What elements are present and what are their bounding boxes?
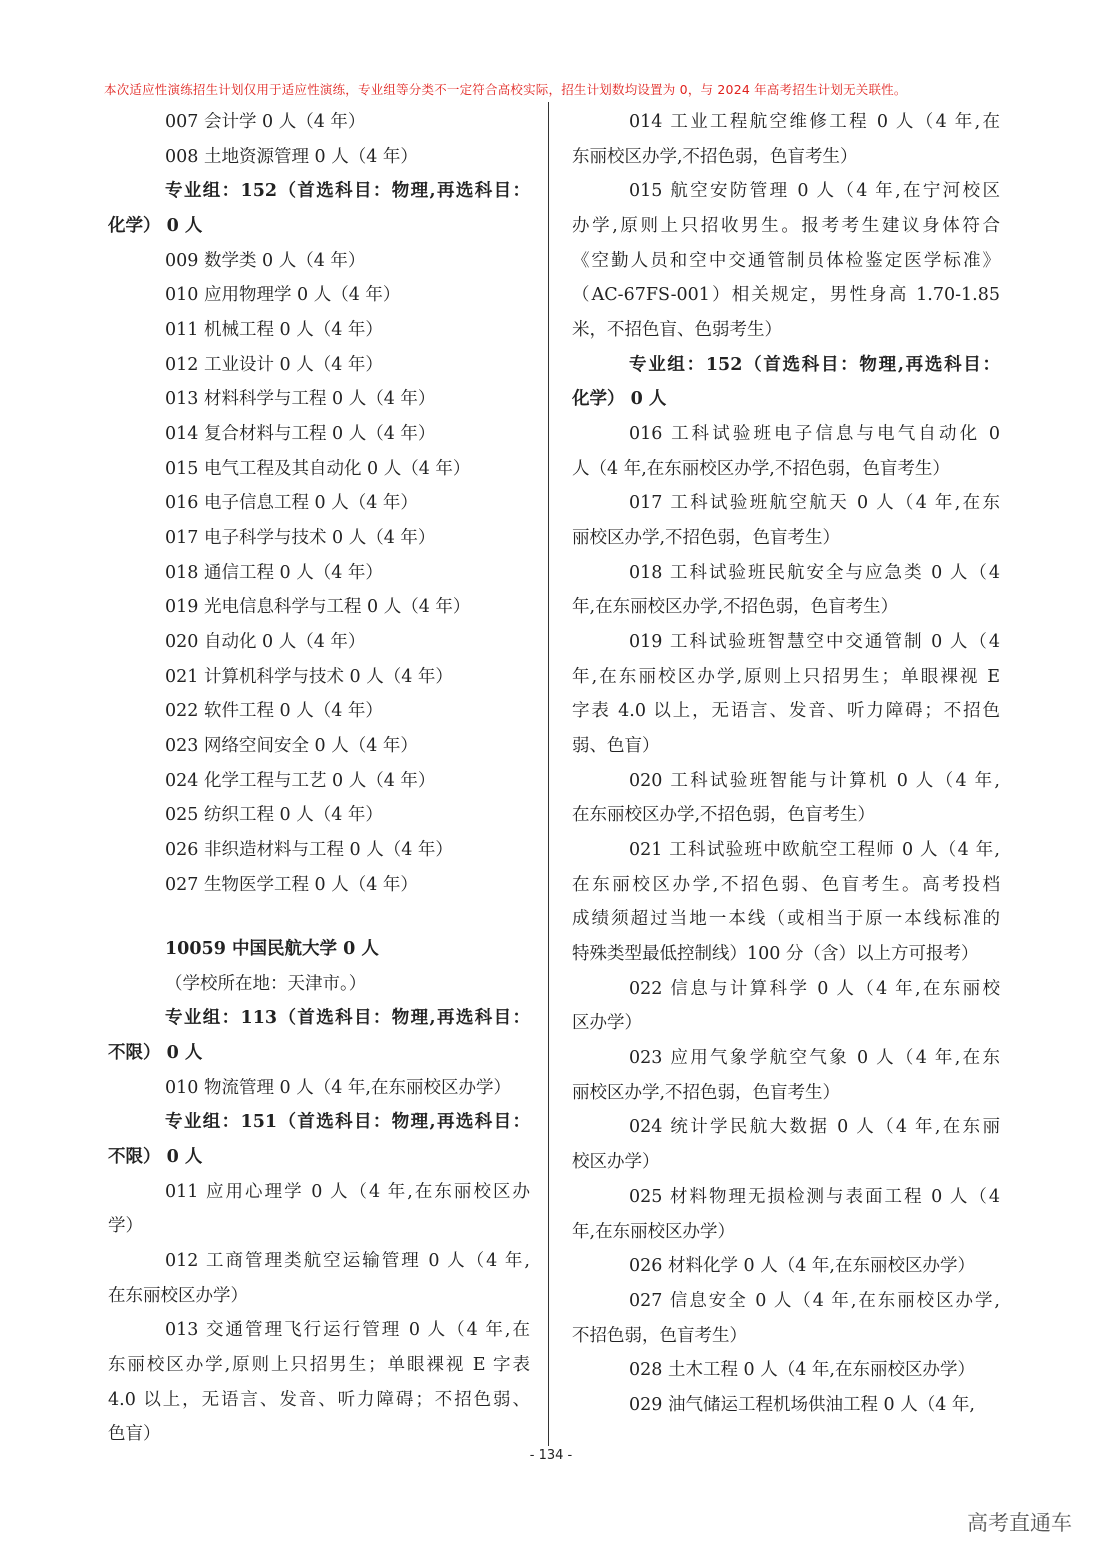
text-line: 019 工科试验班智慧空中交通管制 0 人（4: [629, 632, 1000, 653]
right-column: [572, 105, 1000, 1423]
text-line: 专业组：152（首选科目：物理,再选科目：: [629, 354, 1000, 375]
text-line: 不限） 0 人: [108, 1146, 203, 1167]
text-line: 018 工科试验班民航安全与应急类 0 人（4: [629, 562, 1000, 583]
major-item: [108, 348, 530, 383]
text-line: 013 交通管理飞行运行管理 0 人（4 年,在: [165, 1320, 530, 1341]
text-line: 026 材料化学 0 人（4 年,在东丽校区办学）: [629, 1256, 975, 1277]
major-item: [108, 521, 530, 556]
major-item: [572, 1110, 1000, 1179]
text-line: 019 光电信息科学与工程 0 人（4 年）: [165, 597, 471, 618]
major-item: [108, 729, 530, 764]
major-item: [572, 105, 1000, 174]
text-line: 025 纺织工程 0 人（4 年）: [165, 805, 383, 826]
major-item: [108, 833, 530, 868]
text-line: 区办学）: [572, 1013, 642, 1034]
text-line: 字表 4.0 以上，无语言、发音、听力障碍；不招色: [572, 701, 1000, 722]
text-line: 023 网络空间安全 0 人（4 年）: [165, 736, 418, 757]
major-item: [572, 556, 1000, 625]
major-item: [108, 1071, 530, 1106]
major-item: [108, 590, 530, 625]
text-line: 021 工科试验班中欧航空工程师 0 人（4 年,: [629, 840, 1000, 861]
text-line: 029 油气储运工程机场供油工程 0 人（4 年,: [629, 1394, 975, 1415]
text-line: 013 材料科学与工程 0 人（4 年）: [165, 389, 436, 410]
text-line: 东丽校区办学,原则上只招男生；单眼裸视 E 字表: [108, 1355, 530, 1376]
text-line: （AC-67FS-001）相关规定，男性身高 1.70-1.85: [572, 285, 1000, 306]
major-item: [572, 1353, 1000, 1388]
major-item: [572, 625, 1000, 764]
text-line: 办学,原则上只招收男生。报考考生建议身体符合: [572, 216, 1000, 237]
red-disclaimer-notice: 本次适应性演练招生计划仅用于适应性演练，专业组等分类不一定符合高校实际，招生计划数均设置为 0，与 2024 年高考招生计划无关联性。: [104, 82, 907, 97]
text-line: 015 电气工程及其自动化 0 人（4 年）: [165, 458, 471, 479]
major-item: [108, 764, 530, 799]
column-divider: [548, 102, 549, 1446]
text-line: 028 土木工程 0 人（4 年,在东丽校区办学）: [629, 1360, 975, 1381]
left-column: [108, 105, 530, 1452]
major-item: [572, 764, 1000, 833]
text-line: 025 材料物理无损检测与表面工程 0 人（4: [629, 1186, 1000, 1207]
text-line: 弱、色盲）: [572, 736, 660, 757]
text-line: 010 应用物理学 0 人（4 年）: [165, 285, 401, 306]
text-line: 在东丽校区办学,不招色弱、色盲考生。高考投档: [572, 874, 1000, 895]
text-line: 011 机械工程 0 人（4 年）: [165, 320, 383, 341]
major-item: [108, 313, 530, 348]
major-group-heading: [108, 1105, 530, 1174]
text-line: 012 工商管理类航空运输管理 0 人（4 年,: [165, 1251, 530, 1271]
major-item: [108, 244, 530, 279]
text-line: 东丽校区办学,不招色弱，色盲考生）: [572, 146, 858, 167]
major-item: [108, 625, 530, 660]
text-line: 014 复合材料与工程 0 人（4 年）: [165, 424, 436, 445]
major-group-heading: [108, 1001, 530, 1070]
text-line: 不招色弱，色盲考生）: [572, 1325, 747, 1346]
major-item: [108, 556, 530, 591]
text-line: 009 数学类 0 人（4 年）: [165, 250, 366, 271]
text-line: 在东丽校区办学）: [108, 1285, 248, 1306]
major-item: [108, 417, 530, 452]
brand-watermark: 高考直通车: [967, 1511, 1072, 1535]
text-line: 专业组：151（首选科目：物理,再选科目：: [165, 1112, 530, 1133]
text-line: 专业组：113（首选科目：物理,再选科目：: [165, 1008, 530, 1029]
major-item: [108, 660, 530, 695]
major-item: [108, 694, 530, 729]
major-item: [572, 1388, 1000, 1423]
major-item: [108, 382, 530, 417]
text-line: 017 电子科学与技术 0 人（4 年）: [165, 528, 436, 549]
major-item: [108, 1313, 530, 1452]
text-line: 年,在东丽校区办学,不招色弱，色盲考生）: [572, 597, 899, 618]
text-line: 丽校区办学,不招色弱，色盲考生）: [572, 528, 841, 549]
text-line: 010 物流管理 0 人（4 年,在东丽校区办学）: [165, 1077, 511, 1098]
text-line: 024 化学工程与工艺 0 人（4 年）: [165, 770, 436, 791]
text-line: 012 工业设计 0 人（4 年）: [165, 354, 383, 375]
text-line: 米，不招色盲、色弱考生）: [572, 320, 782, 341]
major-item: [572, 1249, 1000, 1284]
text-line: 不限） 0 人: [108, 1042, 203, 1063]
blank-spacer: [108, 902, 530, 932]
text-line: 016 工科试验班电子信息与电气自动化 0: [629, 424, 1000, 445]
major-item: [108, 486, 530, 521]
text-line: 024 统计学民航大数据 0 人（4 年,在东丽: [629, 1117, 1000, 1138]
text-line: 027 生物医学工程 0 人（4 年）: [165, 874, 418, 895]
text-line: 023 应用气象学航空气象 0 人（4 年,在东: [629, 1048, 1000, 1069]
text-line: 色盲）: [108, 1424, 161, 1445]
text-line: 成绩须超过当地一本线（或相当于原一本线标准的: [572, 909, 1000, 930]
major-item: [108, 105, 530, 140]
text-line: 018 通信工程 0 人（4 年）: [165, 562, 383, 583]
page-number: - 134 -: [529, 1448, 573, 1463]
major-group-heading: [108, 174, 530, 243]
text-line: 014 工业工程航空维修工程 0 人（4 年,在: [629, 112, 1000, 132]
major-item: [108, 1244, 530, 1313]
text-line: 4.0 以上，无语言、发音、听力障碍；不招色弱、: [108, 1389, 530, 1410]
text-line: 015 航空安防管理 0 人（4 年,在宁河校区: [629, 181, 1000, 202]
text-line: 011 应用心理学 0 人（4 年,在东丽校区办: [165, 1181, 530, 1202]
major-item: [572, 833, 1000, 972]
text-line: 特殊类型最低控制线）100 分（含）以上方可报考）: [572, 944, 979, 965]
text-line: 学）: [108, 1216, 143, 1237]
major-item: [572, 1041, 1000, 1110]
text-line: 008 土地资源管理 0 人（4 年）: [165, 146, 418, 167]
major-item: [572, 972, 1000, 1041]
major-item: [108, 278, 530, 313]
text-line: 校区办学）: [572, 1152, 660, 1173]
major-item: [108, 1175, 530, 1244]
major-group-heading: [572, 348, 1000, 417]
major-item: [572, 174, 1000, 347]
text-line: 026 非织造材料与工程 0 人（4 年）: [165, 840, 453, 861]
major-item: [572, 417, 1000, 486]
text-line: 022 软件工程 0 人（4 年）: [165, 701, 383, 722]
text-line: 年,在东丽校区办学）: [572, 1221, 736, 1242]
text-line: 10059 中国民航大学 0 人: [165, 938, 379, 959]
text-line: 人（4 年,在东丽校区办学,不招色弱，色盲考生）: [572, 458, 950, 479]
text-line: 007 会计学 0 人（4 年）: [165, 112, 366, 132]
text-line: 027 信息安全 0 人（4 年,在东丽校区办学,: [629, 1290, 1000, 1311]
major-item: [108, 452, 530, 487]
major-item: [108, 140, 530, 175]
text-line: 020 自动化 0 人（4 年）: [165, 632, 366, 653]
text-line: 016 电子信息工程 0 人（4 年）: [165, 493, 418, 514]
school-heading: [108, 932, 530, 967]
text-line: 《空勤人员和空中交通管制员体检鉴定医学标准》: [572, 250, 1000, 271]
text-line: 化学） 0 人: [572, 389, 667, 410]
major-item: [108, 967, 530, 1002]
text-line: （学校所在地：天津市。）: [165, 973, 367, 994]
major-item: [572, 486, 1000, 555]
text-line: 年,在东丽校区办学,原则上只招男生；单眼裸视 E: [572, 666, 1000, 687]
text-line: 021 计算机科学与技术 0 人（4 年）: [165, 666, 453, 687]
major-item: [108, 868, 530, 903]
major-item: [572, 1284, 1000, 1353]
text-line: 丽校区办学,不招色弱，色盲考生）: [572, 1082, 841, 1103]
text-line: 在东丽校区办学,不招色弱，色盲考生）: [572, 805, 876, 826]
text-line: 020 工科试验班智能与计算机 0 人（4 年,: [629, 770, 1000, 791]
major-item: [108, 798, 530, 833]
text-line: 专业组：152（首选科目：物理,再选科目：: [165, 181, 530, 202]
text-line: 017 工科试验班航空航天 0 人（4 年,在东: [629, 493, 1000, 514]
major-item: [572, 1180, 1000, 1249]
text-line: 022 信息与计算科学 0 人（4 年,在东丽校: [629, 978, 1000, 999]
text-line: 化学） 0 人: [108, 216, 203, 237]
